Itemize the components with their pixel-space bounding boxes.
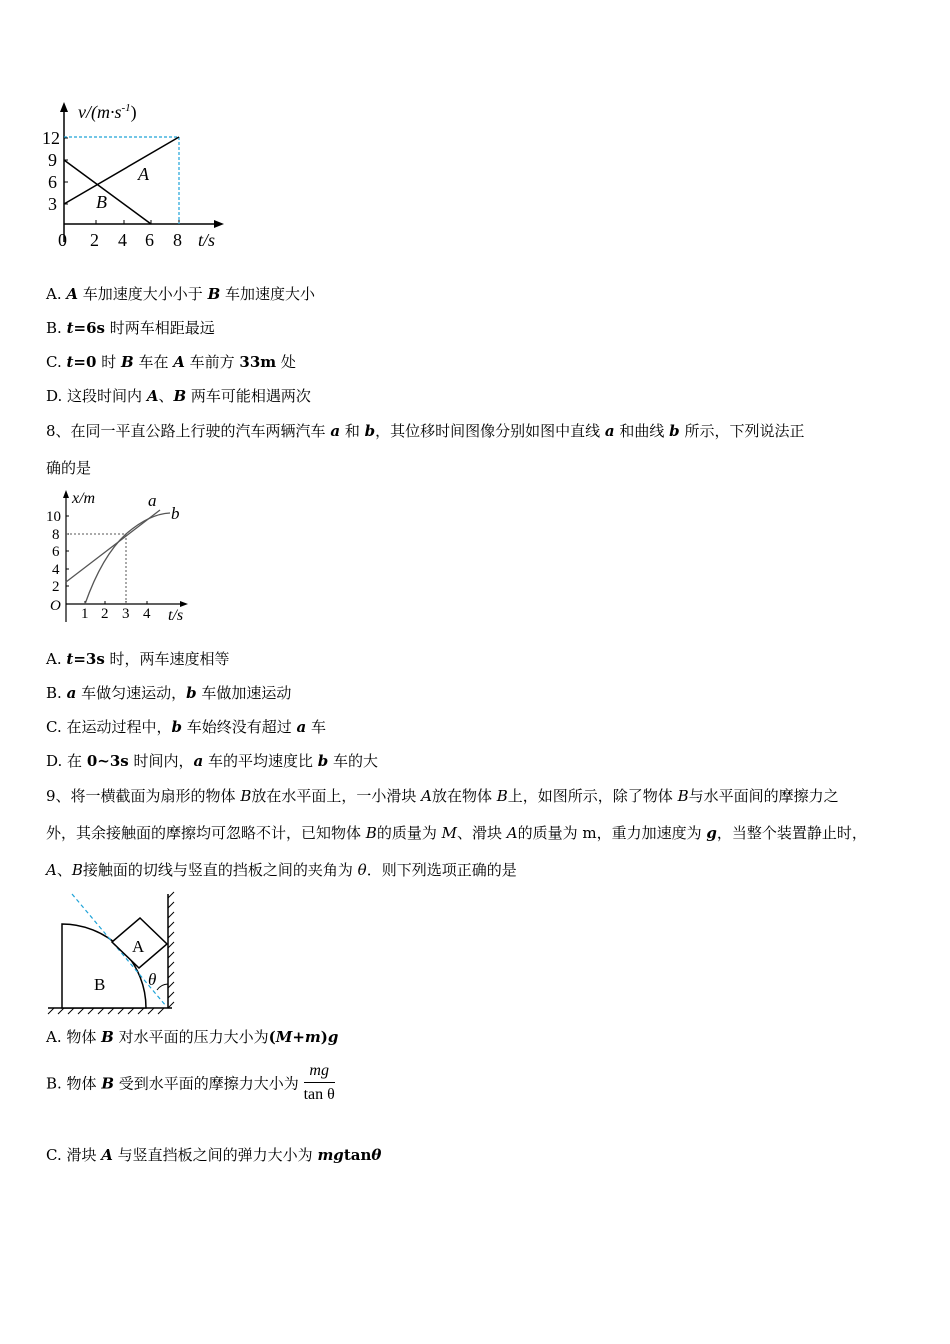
text-run: tan (343, 1146, 372, 1164)
text-run: 所示，下列说法正 (679, 422, 805, 440)
text-run: g (327, 1028, 339, 1046)
text-run: θ (357, 861, 367, 879)
svg-text:B: B (94, 975, 106, 994)
fraction-denominator: tan θ (303, 1086, 335, 1103)
svg-text:2: 2 (52, 579, 60, 595)
q9-option-b (46, 1062, 335, 1104)
text-run: =3s (73, 650, 105, 668)
text-run: 车在 (133, 353, 174, 371)
text-run: 车做加速运动 (196, 684, 292, 702)
text-run: 车做匀速运动， (76, 684, 187, 702)
text-run: B (365, 824, 377, 842)
text-run: B (207, 285, 221, 303)
svg-text:3: 3 (122, 606, 130, 622)
xt-graph (44, 486, 204, 628)
q8-option-d (46, 751, 378, 771)
text-run: m (304, 1028, 321, 1046)
text-run: a (193, 752, 204, 770)
text-run: 0~3s (86, 752, 129, 770)
q8-option-b (46, 683, 291, 703)
q8-option-a (46, 649, 230, 669)
svg-text:6: 6 (52, 544, 60, 560)
text-run: B (101, 1028, 114, 1046)
text-run: θ (371, 1146, 382, 1164)
text-run: 车始终没有超过 (182, 718, 297, 736)
svg-text:B: B (96, 192, 107, 212)
text-run: 时两车相距最远 (104, 319, 215, 337)
text-run: t (66, 650, 74, 668)
text-run: b (364, 422, 376, 440)
option-prefix: C. (46, 353, 67, 371)
q9-option-c (46, 1145, 381, 1165)
q7-option-b (46, 318, 215, 338)
svg-text:t/s: t/s (168, 607, 184, 624)
text-run: 受到水平面的摩擦力大小为 (114, 1074, 299, 1093)
text-run: ) (320, 1028, 328, 1046)
text-run: =0 (73, 353, 97, 371)
text-run: 在 (67, 752, 87, 770)
option-prefix: D. (46, 752, 68, 770)
text-run: ．则下列选项正确的是 (366, 861, 517, 879)
q8-stem-line1 (46, 421, 804, 441)
text-run: B (496, 787, 508, 805)
text-run: ，其位移时间图像分别如图中直线 (375, 422, 605, 440)
svg-text:10: 10 (46, 509, 61, 525)
svg-text:4: 4 (52, 562, 60, 578)
svg-text:4: 4 (143, 606, 151, 622)
text-run: 接触面的切线与竖直的挡板之间的夹角为 (82, 861, 358, 879)
text-run: M (441, 824, 457, 842)
fraction-numerator: mg (304, 1062, 335, 1083)
text-run: g (706, 824, 717, 842)
option-prefix: A. (46, 285, 67, 303)
line-a (66, 510, 160, 582)
text-run: 时间内， (128, 752, 194, 770)
q9-stem-line1 (46, 786, 839, 806)
text-run: 的质量为 (376, 824, 442, 842)
q7-option-a (46, 284, 315, 304)
text-run: A (46, 861, 57, 879)
svg-text:2: 2 (90, 230, 99, 250)
text-run: 车加速度大小小于 (78, 285, 208, 303)
text-run: A. 物体 (46, 1028, 102, 1046)
text-run: t (66, 353, 74, 371)
text-run: 与竖直挡板之间的弹力大小为 (112, 1146, 318, 1164)
text-run: 这段时间内 (67, 387, 147, 405)
q7-option-d (46, 386, 311, 406)
text-run: A (146, 387, 159, 405)
curve-b (85, 513, 170, 604)
svg-text:O: O (50, 598, 61, 614)
option-prefix: A. (46, 650, 67, 668)
q8-option-c (46, 717, 326, 737)
svg-text:8: 8 (173, 230, 182, 250)
text-run: 对水平面的压力大小为 (113, 1028, 269, 1046)
text-run: mg (317, 1146, 344, 1164)
text-run: =6s (73, 319, 105, 337)
text-run: A (66, 285, 79, 303)
svg-text:A: A (132, 937, 145, 956)
text-run: A (173, 353, 185, 371)
option-prefix: C. (46, 718, 67, 736)
q8-stem-line2: 确的是 (46, 459, 92, 477)
text-run: 时 (96, 353, 121, 371)
text-run: b (186, 684, 197, 702)
q9-option-a (46, 1027, 338, 1047)
text-run: ，当整个装置静止时， (716, 824, 867, 842)
text-run: ( (268, 1028, 276, 1046)
text-run: C. 滑块 (46, 1146, 102, 1164)
block-on-sector-diagram (44, 890, 184, 1016)
text-run: B (173, 387, 187, 405)
text-run: 车 (306, 718, 327, 736)
text-run: B (240, 787, 252, 805)
text-run: 与水平面间的摩擦力之 (688, 787, 839, 805)
q9-stem-line3 (46, 860, 517, 880)
svg-text:4: 4 (118, 230, 127, 250)
vt-graph (40, 96, 230, 256)
svg-text:8: 8 (52, 527, 60, 543)
text-run: 33m (239, 353, 277, 371)
svg-text:12: 12 (42, 128, 60, 148)
text-run: B. 物体 (46, 1074, 102, 1093)
text-run: 两车可能相遇两次 (186, 387, 311, 405)
text-run: 车的大 (328, 752, 379, 770)
svg-text:2: 2 (101, 606, 109, 622)
svg-text:b: b (171, 504, 180, 523)
text-run: + (292, 1028, 305, 1046)
text-run: 和 (340, 422, 365, 440)
text-run: 8、在同一平直公路上行驶的汽车两辆汽车 (46, 422, 331, 440)
svg-text:6: 6 (48, 172, 57, 192)
text-run: M (275, 1028, 293, 1046)
option-prefix: B. (46, 684, 67, 702)
svg-text:t/s: t/s (198, 230, 216, 250)
text-run: 、 (158, 387, 174, 405)
text-run: t (66, 319, 74, 337)
svg-text:a: a (148, 491, 157, 510)
text-run: A (421, 787, 432, 805)
text-run: B (71, 861, 83, 879)
text-run: a (66, 684, 77, 702)
text-run: B (120, 353, 134, 371)
q9-option-b-text (46, 1075, 299, 1093)
text-run: 处 (276, 353, 296, 371)
svg-text:1: 1 (81, 606, 89, 622)
text-run: 车前方 (184, 353, 240, 371)
text-run: 时，两车速度相等 (104, 650, 230, 668)
text-run: 上，如图所示，除了物体 (507, 787, 678, 805)
text-run: 放在水平面上，一小滑块 (251, 787, 422, 805)
text-run: 、 (56, 861, 72, 879)
text-run: B (677, 787, 689, 805)
text-run: 车加速度大小 (220, 285, 316, 303)
text-run: a (330, 422, 341, 440)
q7-option-c (46, 352, 296, 372)
text-run: 9、将一横截面为扇形的物体 (46, 787, 241, 805)
svg-text:3: 3 (48, 194, 57, 214)
text-run: a (604, 422, 615, 440)
text-run: b (317, 752, 329, 770)
text-run: B (101, 1074, 115, 1093)
text-run: 车的平均速度比 (203, 752, 318, 770)
fraction-mg-over-tan-theta (304, 1062, 335, 1104)
text-run: b (171, 718, 182, 736)
q9-stem-line2 (46, 823, 867, 843)
text-run: 外，其余接触面的摩擦均可忽略不计，已知物体 (46, 824, 366, 842)
text-run: 放在物体 (431, 787, 497, 805)
text-run: 、滑块 (456, 824, 507, 842)
text-run: b (669, 422, 680, 440)
svg-text:θ: θ (148, 970, 157, 989)
text-run: 的质量为 m，重力加速度为 (517, 824, 707, 842)
svg-text:9: 9 (48, 150, 57, 170)
text-run: a (296, 718, 307, 736)
text-run: 和曲线 (614, 422, 670, 440)
svg-text:v/(m·s-1): $v/(m\cdot s^{-1})$ (78, 102, 137, 122)
line-A (64, 137, 179, 204)
text-run: 在运动过程中， (66, 718, 172, 736)
option-prefix: D. (46, 387, 68, 405)
svg-text:6: 6 (145, 230, 154, 250)
option-prefix: B. (46, 319, 67, 337)
text-run: A (101, 1146, 113, 1164)
svg-text:x/m: x/m (72, 490, 96, 507)
svg-text:A: A (138, 164, 149, 184)
svg-text:0: 0 (58, 230, 67, 250)
text-run: A (506, 824, 518, 842)
